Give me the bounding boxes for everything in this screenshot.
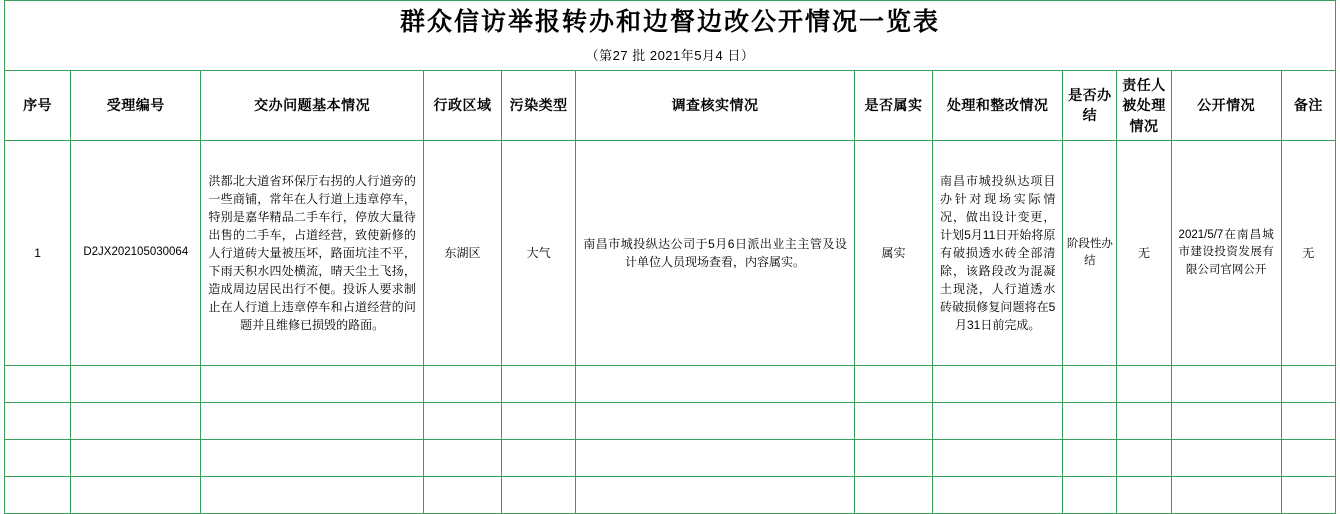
row-investigation: 南昌市城投纵达公司于5月6日派出业主主管及设计单位人员现场查看，内容属实。: [583, 236, 847, 269]
page-title: 群众信访举报转办和边督边改公开情况一览表: [399, 8, 940, 36]
cell-handling: [933, 439, 1063, 476]
cell-handling: [933, 365, 1063, 402]
header-is-closed: 是否办结: [1063, 71, 1117, 141]
cell-responsible-person: [1117, 140, 1171, 365]
cell-case-no: [71, 140, 201, 365]
cell-responsible-person: [1117, 365, 1171, 402]
cell-remark: [1281, 439, 1335, 476]
row-is-true: 属实: [881, 245, 906, 260]
page-subtitle: （第27 批 2021年5月4 日）: [585, 48, 755, 63]
row-pollution-type: 大气: [526, 245, 551, 260]
cell-index: [5, 439, 71, 476]
cell-case-no: [71, 476, 201, 513]
cell-is-closed: [1063, 476, 1117, 513]
cell-is-closed: [1063, 140, 1117, 365]
cell-disclosure: [1171, 439, 1281, 476]
cell-remark: [1281, 365, 1335, 402]
cell-is-true: [854, 402, 932, 439]
header-disclosure: 公开情况: [1171, 71, 1281, 141]
header-handling: 处理和整改情况: [933, 71, 1063, 141]
cell-region: [423, 439, 501, 476]
cell-responsible-person: [1117, 439, 1171, 476]
cell-region: [423, 402, 501, 439]
cell-disclosure: [1171, 140, 1281, 365]
cell-investigation: [576, 439, 855, 476]
table-row: [5, 476, 1336, 513]
header-index: 序号: [5, 71, 71, 141]
cell-pollution-type: [502, 365, 576, 402]
table-row: [5, 439, 1336, 476]
table-header-row: [5, 71, 1336, 141]
cell-investigation: [576, 402, 855, 439]
cell-case-no: [71, 439, 201, 476]
cell-is-closed: [1063, 365, 1117, 402]
cell-handling: [933, 402, 1063, 439]
row-handling: 南昌市城投纵达项目办针对现场实际情况，做出设计变更，计划5月11日开始将原有破损透水砖全部清除，该路段改为混凝土现浇，人行道透水砖破损修复问题将在5月31日前完成。: [940, 173, 1056, 332]
report-table: [4, 70, 1336, 514]
cell-region: [423, 476, 501, 513]
cell-remark: [1281, 140, 1335, 365]
cell-problem: [201, 439, 424, 476]
cell-investigation: [576, 365, 855, 402]
cell-case-no: [71, 402, 201, 439]
header-remark: 备注: [1281, 71, 1335, 141]
cell-region: [423, 140, 501, 365]
cell-index: [5, 365, 71, 402]
cell-investigation: [576, 476, 855, 513]
cell-responsible-person: [1117, 402, 1171, 439]
cell-is-closed: [1063, 439, 1117, 476]
row-disclosure: 2021/5/7在南昌城市建设投资发展有限公司官网公开: [1178, 229, 1274, 276]
cell-index: [5, 140, 71, 365]
cell-disclosure: [1171, 402, 1281, 439]
row-case-no: D2JX202105030064: [83, 246, 189, 259]
cell-pollution-type: [502, 140, 576, 365]
row-index: 1: [34, 245, 41, 260]
cell-is-true: [854, 140, 932, 365]
cell-disclosure: [1171, 365, 1281, 402]
cell-problem: [201, 402, 424, 439]
cell-problem: [201, 365, 424, 402]
header-investigation: 调查核实情况: [576, 71, 855, 141]
header-region: 行政区域: [423, 71, 501, 141]
title-band: [4, 0, 1336, 70]
header-responsible-person: 责任人被处理情况: [1117, 71, 1171, 141]
cell-is-true: [854, 476, 932, 513]
header-pollution-type: 污染类型: [502, 71, 576, 141]
cell-is-true: [854, 439, 932, 476]
cell-handling: [933, 476, 1063, 513]
cell-pollution-type: [502, 402, 576, 439]
cell-index: [5, 402, 71, 439]
header-problem: 交办问题基本情况: [201, 71, 424, 141]
row-remark: 无: [1302, 245, 1315, 260]
cell-index: [5, 476, 71, 513]
cell-is-true: [854, 365, 932, 402]
table-row: [5, 402, 1336, 439]
cell-investigation: [576, 140, 855, 365]
cell-problem: [201, 476, 424, 513]
cell-case-no: [71, 365, 201, 402]
header-is-true: 是否属实: [854, 71, 932, 141]
table-row: [5, 140, 1336, 365]
row-problem: 洪都北大道省环保厅右拐的人行道旁的一些商铺，常年在人行道上违章停车，特别是嘉华精品二手车行，停放大量待出售的二手车，占道经营，致使新修的人行道砖大量被压坏，路面坑洼不平，下雨天积水四处横流，晴天尘土飞扬，造成周边居民出行不便。投诉人要求制止在人行道上违章停车和占道经营的问题并且维修已损毁的路面。: [208, 173, 416, 332]
cell-remark: [1281, 402, 1335, 439]
cell-remark: [1281, 476, 1335, 513]
cell-problem: [201, 140, 424, 365]
row-is-closed: 阶段性办结: [1066, 237, 1113, 267]
row-responsible-person: 无: [1137, 245, 1150, 260]
cell-region: [423, 365, 501, 402]
row-region: 东湖区: [444, 245, 481, 260]
cell-disclosure: [1171, 476, 1281, 513]
cell-pollution-type: [502, 439, 576, 476]
table-row: [5, 365, 1336, 402]
cell-handling: [933, 140, 1063, 365]
cell-pollution-type: [502, 476, 576, 513]
header-case-no: 受理编号: [71, 71, 201, 141]
cell-responsible-person: [1117, 476, 1171, 513]
cell-is-closed: [1063, 402, 1117, 439]
